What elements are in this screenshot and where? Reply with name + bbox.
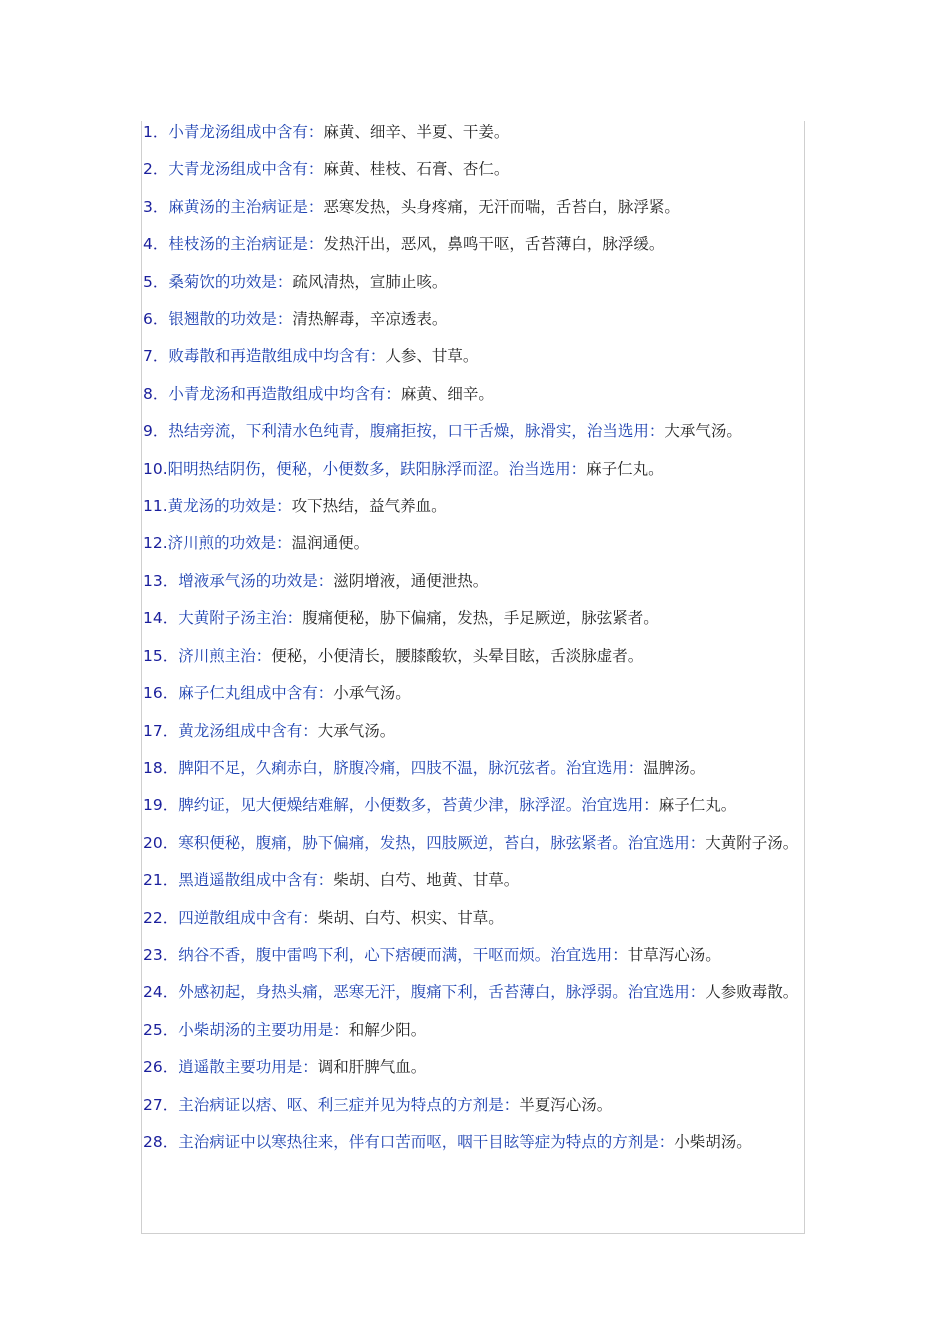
qa-item: [143, 600, 803, 637]
item-number: 13．: [143, 571, 179, 590]
qa-item: [143, 264, 803, 301]
item-number: 8．: [143, 384, 169, 403]
item-question: 济川煎主治：: [178, 646, 272, 665]
item-question: 黑逍遥散组成中含有：: [178, 871, 334, 890]
item-number: 6．: [143, 310, 169, 329]
qa-item: [143, 451, 803, 488]
item-answer: 人参、甘草。: [385, 347, 479, 366]
qa-item: [143, 937, 803, 974]
qa-item: [143, 713, 803, 750]
item-number: 24．: [143, 983, 179, 1002]
item-number: 20．: [143, 833, 179, 852]
item-answer: 小承气汤。: [333, 684, 411, 703]
item-number: 19．: [143, 796, 179, 815]
qa-item: [143, 787, 803, 824]
item-number: 22．: [143, 908, 179, 927]
qa-item: [143, 563, 803, 600]
item-number: 26．: [143, 1058, 179, 1077]
item-answer: 麻子仁丸。: [586, 459, 664, 478]
item-question: 脾约证，见大便燥结难解，小便数多，苔黄少津，脉浮涩。治宜选用：: [178, 796, 659, 815]
item-number: 25．: [143, 1020, 179, 1039]
item-answer: 麻黄、细辛。: [400, 384, 494, 403]
item-number: 23．: [143, 945, 179, 964]
item-question: 大青龙汤组成中含有：: [168, 160, 324, 179]
item-answer: 滋阴增液，通便泄热。: [333, 571, 489, 590]
item-answer: 麻黄、桂枝、石膏、杏仁。: [323, 160, 510, 179]
qa-item: [143, 413, 803, 450]
item-question: 阳明热结阴伤，便秘，小便数多，趺阳脉浮而涩。治当选用：: [167, 459, 587, 478]
item-answer: 便秘，小便清长，腰膝酸软，头晕目眩，舌淡脉虚者。: [271, 646, 644, 665]
item-number: 12.: [143, 534, 168, 553]
qa-item: [143, 301, 803, 338]
item-number: 17．: [143, 721, 179, 740]
item-answer: 疏风清热，宣肺止咳。: [292, 272, 448, 291]
item-number: 5．: [143, 272, 169, 291]
qa-list: [143, 114, 803, 1161]
item-answer: 和解少阳。: [348, 1020, 427, 1039]
item-number: 18．: [143, 758, 179, 777]
qa-item: [143, 638, 803, 675]
item-number: 21．: [143, 871, 179, 890]
item-question: 四逆散组成中含有：: [178, 908, 318, 927]
item-answer: 半夏泻心汤。: [519, 1095, 613, 1114]
item-number: 16．: [143, 684, 179, 703]
qa-item: [143, 525, 803, 562]
item-answer: 恶寒发热，头身疼痛，无汗而喘，舌苔白，脉浮紧。: [323, 197, 680, 216]
item-question: 小柴胡汤的主要功用是：: [178, 1020, 349, 1039]
item-question: 银翘散的功效是：: [168, 310, 293, 329]
item-number: 14．: [143, 609, 179, 628]
item-question: 黄龙汤组成中含有：: [178, 721, 318, 740]
qa-item: [143, 750, 803, 787]
item-question: 脾阳不足，久痢赤白，脐腹冷痛，四肢不温，脉沉弦者。治宜选用：: [178, 758, 644, 777]
qa-item: [143, 974, 803, 1011]
qa-item: [143, 488, 803, 525]
qa-item: [143, 338, 803, 375]
item-number: 10.: [143, 459, 168, 478]
item-question: 热结旁流，下利清水色纯青，腹痛拒按，口干舌燥，脉滑实，治当选用：: [168, 422, 665, 441]
qa-item: [143, 1012, 803, 1049]
item-question: 纳谷不香，腹中雷鸣下利，心下痞硬而满，干呕而烦。治宜选用：: [178, 945, 628, 964]
item-question: 增液承气汤的功效是：: [178, 571, 334, 590]
item-number: 1．: [143, 123, 169, 141]
item-question: 主治病证中以寒热往来，伴有口苦而呕，咽干目眩等症为特点的方剂是：: [178, 1132, 675, 1151]
item-question: 桑菊饮的功效是：: [168, 272, 293, 291]
qa-item: [143, 825, 803, 862]
qa-item: [143, 226, 803, 263]
qa-item: [143, 1124, 803, 1161]
qa-item: [143, 151, 803, 188]
item-answer: 小柴胡汤。: [674, 1132, 752, 1151]
item-answer: 麻黄、细辛、半夏、干姜。: [323, 123, 510, 141]
item-answer: 调和肝脾气血。: [317, 1058, 427, 1077]
item-answer: 大黄附子汤。: [705, 833, 799, 852]
item-number: 2．: [143, 160, 169, 179]
item-answer: 攻下热结，益气养血。: [291, 497, 447, 516]
item-answer: 甘草泻心汤。: [627, 945, 721, 964]
qa-item: [143, 189, 803, 226]
item-number: 7．: [143, 347, 169, 366]
item-answer: 清热解毒，辛凉透表。: [292, 310, 448, 329]
item-number: 11.: [143, 497, 168, 516]
item-question: 桂枝汤的主治病证是：: [168, 235, 324, 254]
item-question: 小青龙汤组成中含有：: [168, 123, 324, 141]
qa-item: [143, 675, 803, 712]
item-answer: 柴胡、白芍、枳实、甘草。: [317, 908, 504, 927]
item-number: 4．: [143, 235, 169, 254]
item-question: 麻子仁丸组成中含有：: [178, 684, 334, 703]
item-question: 小青龙汤和再造散组成中均含有：: [168, 384, 401, 403]
item-answer: 柴胡、白芍、地黄、甘草。: [333, 871, 520, 890]
item-answer: 腹痛便秘，胁下偏痛，发热，手足厥逆，脉弦紧者。: [302, 609, 659, 628]
item-answer: 人参败毒散。: [705, 983, 799, 1002]
qa-item: [143, 900, 803, 937]
item-question: 大黄附子汤主治：: [178, 609, 303, 628]
item-answer: 大承气汤。: [664, 422, 742, 441]
item-answer: 大承气汤。: [317, 721, 396, 740]
item-question: 黄龙汤的功效是：: [167, 497, 292, 516]
item-question: 麻黄汤的主治病证是：: [168, 197, 324, 216]
qa-item: [143, 376, 803, 413]
item-answer: 麻子仁丸。: [658, 796, 737, 815]
qa-item: [143, 862, 803, 899]
item-question: 败毒散和再造散组成中均含有：: [168, 347, 386, 366]
item-question: 外感初起，身热头痛，恶寒无汗，腹痛下利，舌苔薄白，脉浮弱。治宜选用：: [178, 983, 706, 1002]
item-answer: 温脾汤。: [643, 758, 706, 777]
item-question: 济川煎的功效是：: [167, 534, 292, 553]
qa-item: [143, 1049, 803, 1086]
item-number: 9．: [143, 422, 169, 441]
item-answer: 温润通便。: [291, 534, 370, 553]
item-number: 3．: [143, 197, 169, 216]
item-question: 主治病证以痞、呕、利三症并见为特点的方剂是：: [178, 1095, 520, 1114]
item-number: 27．: [143, 1095, 179, 1114]
item-question: 寒积便秘，腹痛，胁下偏痛，发热，四肢厥逆，苔白，脉弦紧者。治宜选用：: [178, 833, 706, 852]
item-number: 15．: [143, 646, 179, 665]
item-answer: 发热汗出，恶风，鼻鸣干呕，舌苔薄白，脉浮缓。: [323, 235, 665, 254]
item-question: 逍遥散主要功用是：: [178, 1058, 318, 1077]
item-number: 28．: [143, 1132, 179, 1151]
qa-item: [143, 1087, 803, 1124]
qa-item: [143, 114, 803, 151]
